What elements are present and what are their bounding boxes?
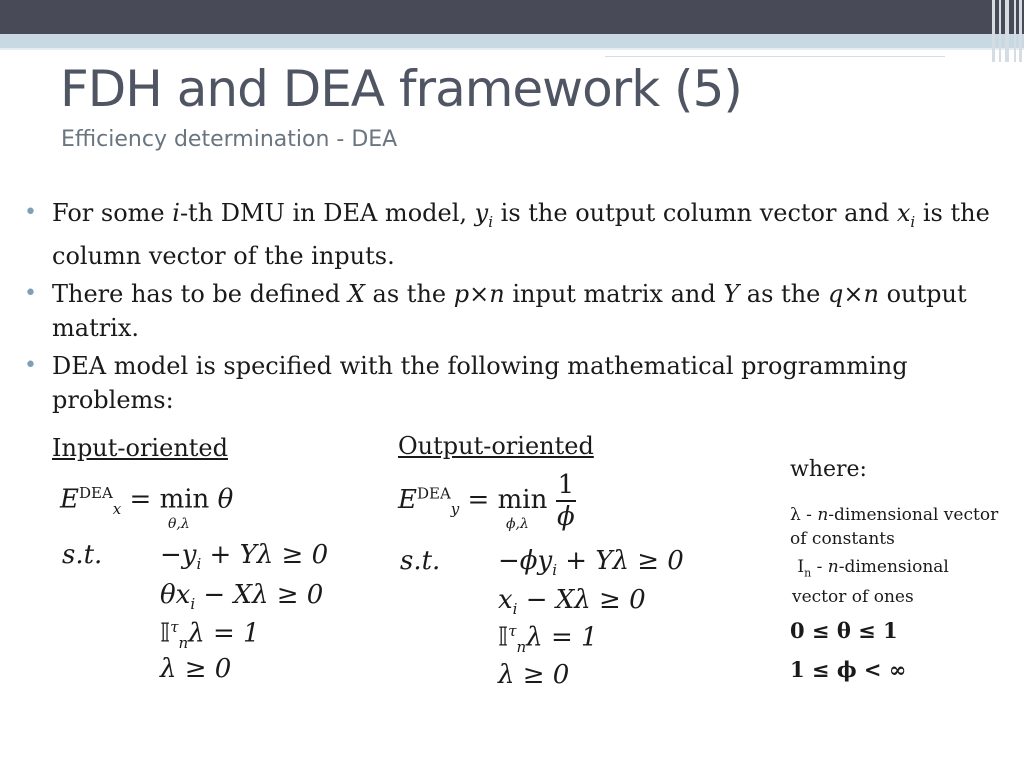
where-label: where:	[790, 457, 867, 482]
output-st-label: s.t.	[400, 546, 441, 576]
bullet-icon: •	[24, 352, 37, 378]
output-constraint-4: λ ≥ 0	[498, 660, 570, 690]
ones-vector-definition: $I_n$ - n-dimensional vector of ones	[792, 557, 949, 608]
objective-fraction: $\frac{1}{\phi}$	[556, 470, 575, 532]
top-banner	[0, 0, 1024, 34]
output-constraint-1: $-\phi y_i + Y\lambda \ge 0$	[498, 546, 684, 580]
bullet-item-model: • DEA model is specified with the following mathematical programming problems:	[24, 349, 1009, 417]
input-st-label: s.t.	[62, 540, 103, 570]
bullet-list	[24, 196, 1009, 421]
bullet-icon: •	[24, 280, 37, 306]
theta-bound: 0 ≤ θ ≤ 1	[790, 618, 898, 643]
bullet-icon: •	[24, 200, 37, 225]
slide-subtitle: Efficiency determination - DEA	[61, 127, 398, 152]
lambda-definition: λ - n-dimensional vector of constants	[790, 505, 999, 549]
phi-bound: 1 ≤ ϕ < ∞	[790, 657, 907, 682]
input-oriented-heading: Input-oriented	[52, 434, 228, 462]
input-constraint-3: 𝕀$^\tau_n$λ = 1	[160, 618, 260, 652]
top-accent-line	[0, 48, 1024, 50]
input-constraint-4: λ ≥ 0	[160, 654, 232, 684]
title-rule	[605, 56, 945, 57]
input-objective: $E^{DEA}_x = \min \theta$	[60, 484, 234, 518]
output-constraint-2: $x_i - X\lambda \ge 0$	[498, 585, 646, 619]
bullet-item-matrices: • There has to be defined X as the p×n input matrix and Y as the q×n output matrix.	[24, 277, 1009, 345]
corner-stripes	[990, 0, 1024, 62]
output-min-subscript: ϕ,λ	[506, 516, 529, 532]
slide-title: FDH and DEA framework (5)	[60, 60, 742, 118]
input-constraint-1: $-y_i + Y\lambda \ge 0$	[160, 540, 329, 574]
input-min-subscript: θ,λ	[168, 516, 190, 532]
input-constraint-2: $\theta x_i - X\lambda \ge 0$	[160, 580, 324, 614]
bullet-item-dmu: • For some i-th DMU in DEA model, $y_i$ is the output column vector and $x_i$ is the column vector of the inputs.	[24, 196, 1009, 273]
output-constraint-3: 𝕀$^\tau_n$λ = 1	[498, 622, 598, 656]
output-oriented-heading: Output-oriented	[398, 432, 594, 460]
output-objective: $E^{DEA}_y = \min$ $\frac{1}{\phi}$	[398, 470, 575, 532]
top-accent-band	[0, 34, 1024, 48]
